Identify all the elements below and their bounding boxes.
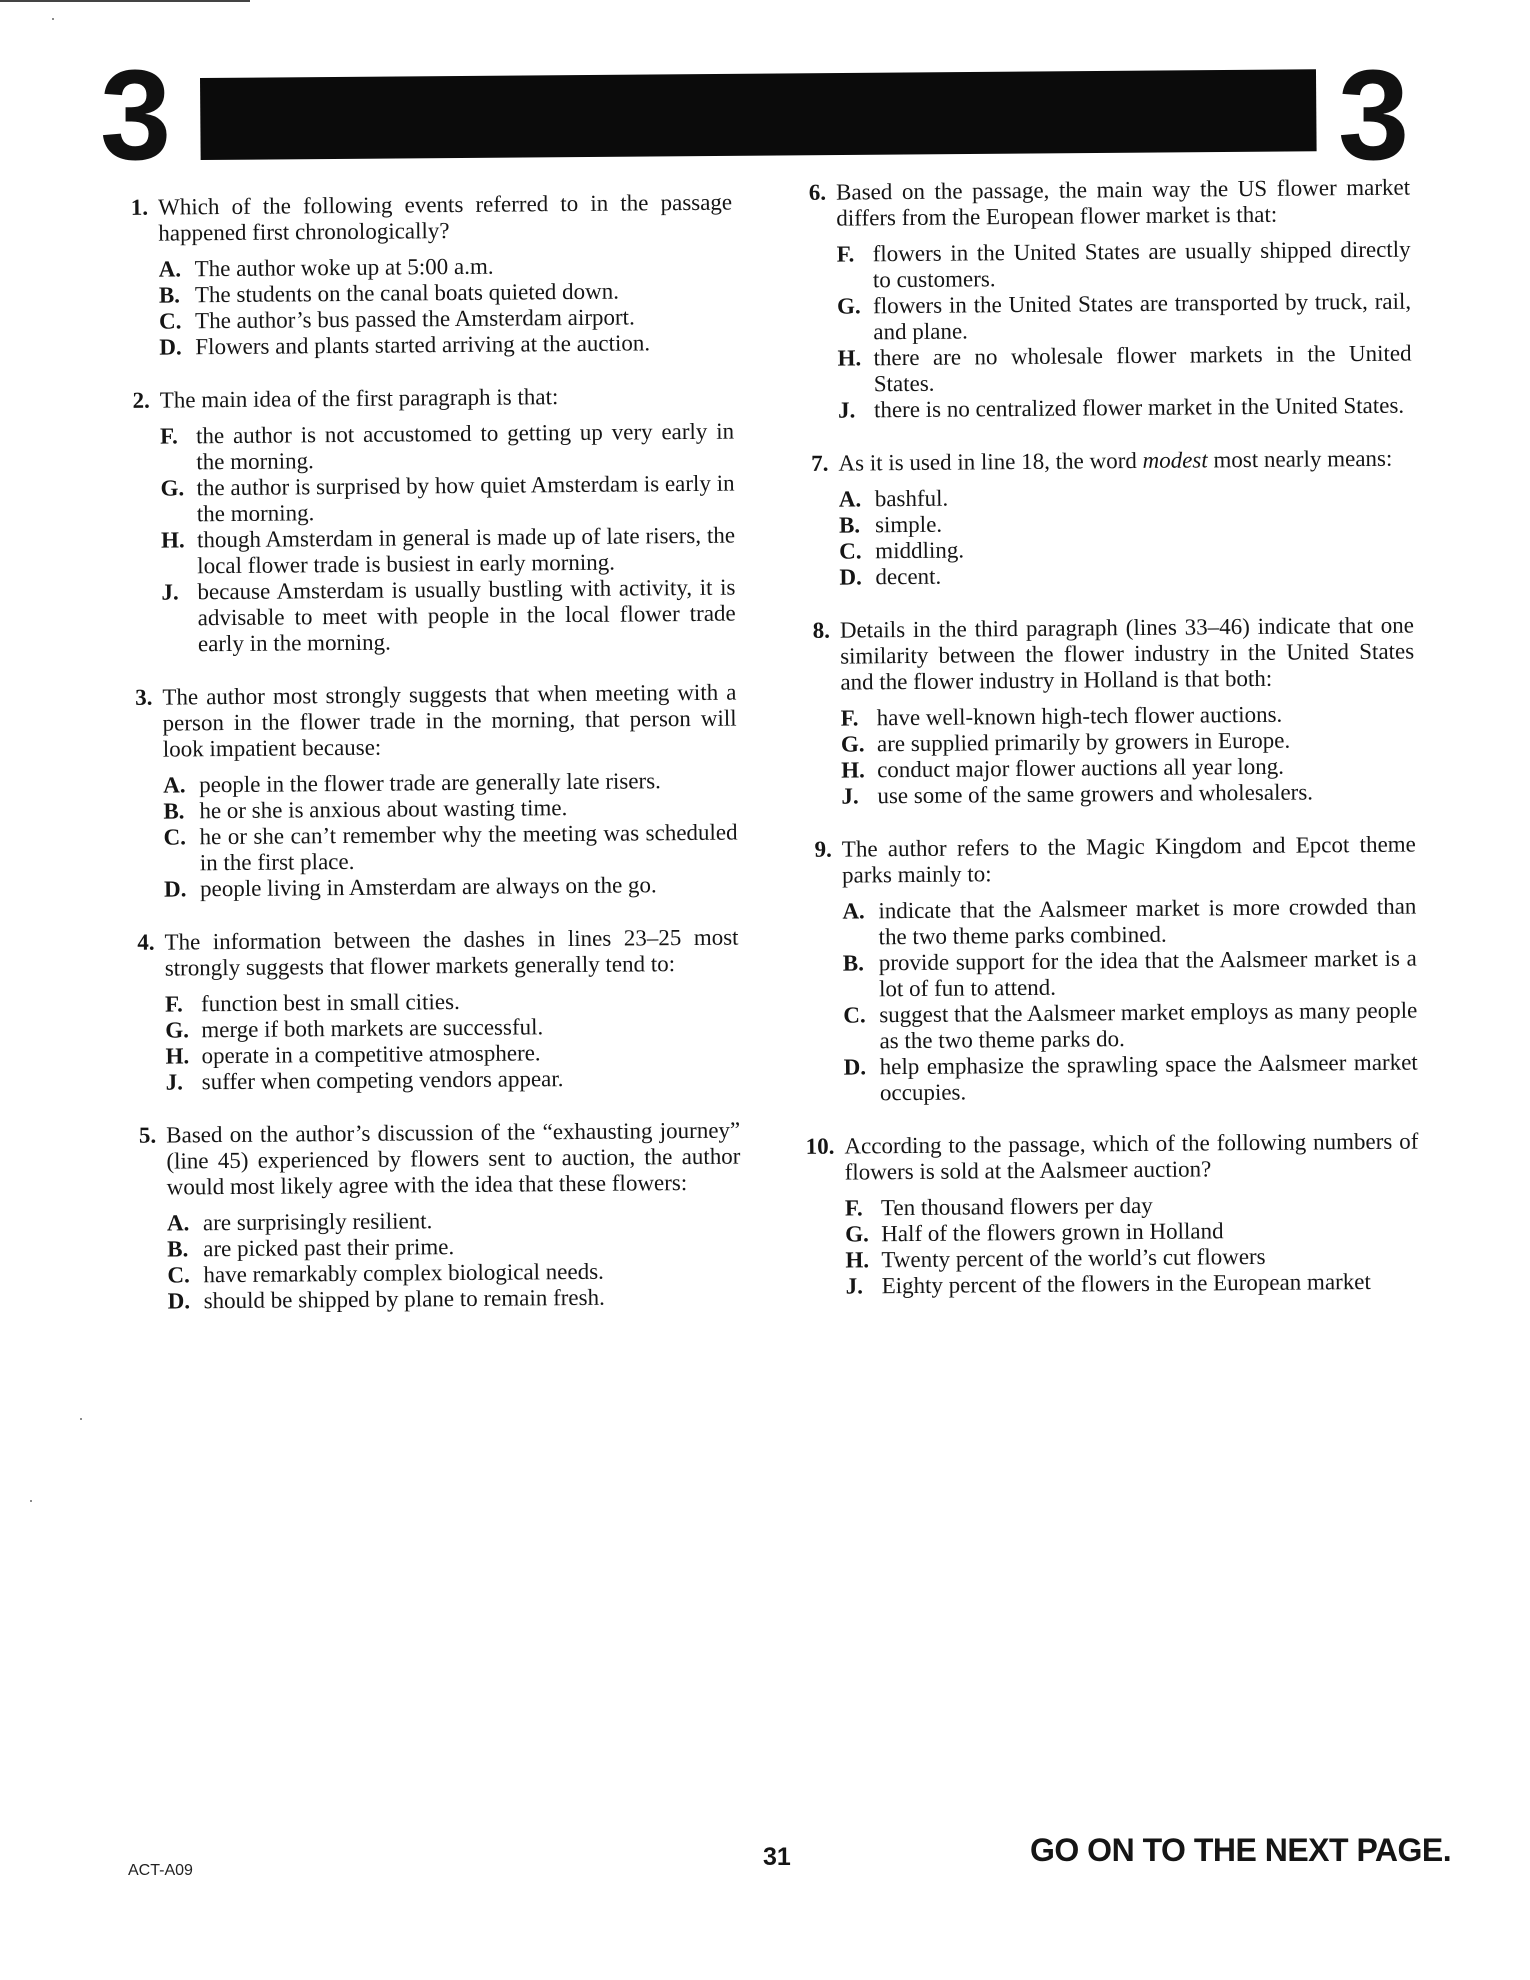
choice-text: The author woke up at 5:00 a.m. xyxy=(194,253,494,282)
question-stem-end: most nearly means: xyxy=(1207,445,1393,473)
question-number: 2. xyxy=(132,387,150,413)
choice-text: middling. xyxy=(875,537,965,564)
answer-choices xyxy=(796,894,1418,1107)
choice-letter: F. xyxy=(159,423,178,449)
question-number: 6. xyxy=(808,179,827,205)
question-number: 1. xyxy=(130,194,149,220)
answer-choice[interactable] xyxy=(832,894,1416,951)
left-question-column xyxy=(112,190,742,1342)
choice-text: have well-known high-tech flower auctions. xyxy=(876,701,1283,731)
question-number: 7. xyxy=(811,450,829,476)
choice-text: flowers in the United States are transported by truck, rail, and plane. xyxy=(872,288,1412,345)
answer-choice[interactable] xyxy=(158,1284,742,1315)
question-10 xyxy=(798,1129,1419,1300)
choice-text: he or she can’t remember why the meeting was scheduled in the first place. xyxy=(199,819,738,876)
question-number: 9. xyxy=(814,836,832,862)
choice-letter: A. xyxy=(842,898,865,924)
choice-letter: J. xyxy=(841,783,859,809)
choice-text: The students on the canal boats quieted down. xyxy=(194,278,620,308)
scan-speck xyxy=(52,18,54,20)
answer-choice[interactable] xyxy=(831,779,1415,810)
choice-text: should be shipped by plane to remain fresh. xyxy=(203,1284,605,1314)
answer-choice[interactable] xyxy=(834,1050,1418,1107)
choice-text: though Amsterdam in general is made up of late risers, the local flower trade is busiest in early morning. xyxy=(196,522,736,579)
answer-choice[interactable] xyxy=(836,1269,1420,1300)
choice-letter: H. xyxy=(160,527,185,553)
question-stem: The information between the dashes in lines 23–25 most strongly suggests that flower markets generally tend to: xyxy=(164,924,739,981)
choice-text: Twenty percent of the world’s cut flowers xyxy=(881,1243,1266,1273)
answer-choice[interactable] xyxy=(149,330,733,361)
choice-letter: H. xyxy=(845,1247,870,1273)
choice-letter: G. xyxy=(165,1017,190,1043)
choice-text: simple. xyxy=(874,511,943,538)
choice-text: indicate that the Aalsmeer market is more crowded than the two theme parks combined. xyxy=(878,893,1417,950)
question-2 xyxy=(114,383,736,658)
choice-letter: C. xyxy=(163,824,187,850)
choice-text: Ten thousand flowers per day xyxy=(880,1192,1153,1221)
choice-text: operate in a competitive atmosphere. xyxy=(201,1040,541,1069)
choice-letter: G. xyxy=(836,293,861,319)
question-stem: The author most strongly suggests that when meeting with a person in the flower trade in the morning, that person will look impatient because: xyxy=(162,679,737,762)
choice-letter: H. xyxy=(165,1043,190,1069)
choice-text: are supplied primarily by growers in Europe. xyxy=(876,727,1291,757)
answer-choices xyxy=(119,987,740,1096)
question-9 xyxy=(796,832,1418,1107)
question-1 xyxy=(112,190,733,361)
question-8 xyxy=(794,613,1416,810)
question-3 xyxy=(116,680,738,903)
answer-choice[interactable] xyxy=(833,998,1417,1055)
choice-letter: H. xyxy=(841,757,865,783)
question-stem: Based on the passage, the main way the US flower market differs from the European flower market is that: xyxy=(835,174,1411,231)
question-5 xyxy=(120,1118,742,1315)
question-7 xyxy=(792,446,1413,591)
right-question-column xyxy=(790,175,1420,1327)
choice-text: conduct major flower auctions all year long. xyxy=(877,753,1285,783)
answer-choices xyxy=(117,768,738,903)
choice-letter: B. xyxy=(838,512,861,538)
choice-letter: G. xyxy=(845,1221,869,1247)
answer-choice[interactable] xyxy=(150,419,734,476)
choice-letter: D. xyxy=(839,564,862,590)
choice-text: the author is not accustomed to getting up very early in the morning. xyxy=(195,418,735,475)
answer-choice[interactable] xyxy=(827,237,1411,294)
scan-speck xyxy=(80,1418,82,1420)
choice-text: Flowers and plants started arriving at the auction. xyxy=(195,330,651,360)
choice-letter: A. xyxy=(163,772,186,798)
choice-text: Eighty percent of the flowers in the European market xyxy=(881,1268,1371,1299)
choice-letter: F. xyxy=(840,705,859,731)
choice-text: suffer when competing vendors appear. xyxy=(201,1066,564,1095)
choice-letter: C. xyxy=(158,308,182,334)
choice-text: bashful. xyxy=(874,485,949,512)
question-number: 5. xyxy=(138,1122,157,1148)
emphasized-word: modest xyxy=(1142,447,1208,473)
choice-letter: B. xyxy=(167,1236,189,1262)
choice-letter: D. xyxy=(167,1288,191,1314)
choice-text: help emphasize the sprawling space the Aalsmeer market occupies. xyxy=(879,1049,1418,1106)
choice-text: flowers in the United States are usually shipped directly to customers. xyxy=(872,236,1411,293)
choice-letter: B. xyxy=(163,798,185,824)
choice-text: suggest that the Aalsmeer market employs as many people as the two theme parks do. xyxy=(879,997,1418,1054)
question-4 xyxy=(118,925,739,1096)
question-stem: Based on the author’s discussion of the “exhausting journey” (line 45) experienced by flowers sent to auction, the author would most likely agree with the idea that these flowers: xyxy=(166,1117,741,1200)
choice-text: there are no wholesale flower markets in the United States. xyxy=(873,340,1412,397)
choice-letter: F. xyxy=(164,991,183,1017)
answer-choice[interactable] xyxy=(153,820,737,877)
choice-text: The author’s bus passed the Amsterdam airport. xyxy=(194,304,635,334)
question-stem: Which of the following events referred to in the passage happened first chronologically? xyxy=(157,189,733,246)
choice-text: have remarkably complex biological needs. xyxy=(203,1258,604,1288)
choice-text: there is no centralized flower market in the United States. xyxy=(873,392,1405,423)
choice-letter: J. xyxy=(837,397,856,423)
choice-text: are surprisingly resilient. xyxy=(202,1208,433,1236)
answer-choice[interactable] xyxy=(151,523,735,580)
choice-text: use some of the same growers and wholesalers. xyxy=(877,779,1314,809)
answer-choice[interactable] xyxy=(829,560,1413,591)
choice-letter: B. xyxy=(158,282,181,308)
answer-choice[interactable] xyxy=(154,872,738,903)
choice-text: people living in Amsterdam are always on the go. xyxy=(199,872,657,902)
choice-letter: A. xyxy=(158,256,182,282)
answer-choices xyxy=(793,482,1414,591)
question-number: 4. xyxy=(137,929,155,955)
question-number: 10. xyxy=(805,1133,835,1159)
answer-choices xyxy=(799,1191,1420,1300)
answer-choices xyxy=(121,1206,742,1315)
question-stem: The main idea of the first paragraph is that: xyxy=(159,384,559,413)
section-number-right: 3 xyxy=(1338,44,1410,187)
question-stem: Details in the third paragraph (lines 33–46) indicate that one similarity between the flower industry in the United States and the flower industry in Holland is that both: xyxy=(839,612,1415,695)
answer-choice[interactable] xyxy=(827,341,1411,398)
choice-text: people in the flower trade are generally late risers. xyxy=(199,768,661,798)
question-number: 3. xyxy=(135,684,153,710)
question-stem: According to the passage, which of the following numbers of flowers is sold at the Aalsmeer auction? xyxy=(844,1128,1419,1185)
question-stem: The author refers to the Magic Kingdom and Epcot theme parks mainly to: xyxy=(841,831,1416,888)
choice-letter: B. xyxy=(842,950,865,976)
question-stem-start: As it is used in line 18, the word xyxy=(838,447,1143,476)
choice-text: merge if both markets are successful. xyxy=(201,1014,544,1043)
choice-letter: G. xyxy=(160,475,185,501)
choice-text: he or she is anxious about wasting time. xyxy=(199,795,568,824)
answer-choice[interactable] xyxy=(827,289,1411,346)
page-number: 31 xyxy=(763,1843,791,1871)
choice-letter: J. xyxy=(845,1273,864,1299)
choice-letter: D. xyxy=(843,1054,867,1080)
question-6 xyxy=(790,175,1412,424)
answer-choice[interactable] xyxy=(833,946,1417,1003)
answer-choices xyxy=(114,419,736,658)
choice-letter: J. xyxy=(165,1069,184,1095)
choice-letter: A. xyxy=(166,1210,190,1236)
choice-text: decent. xyxy=(875,563,942,590)
answer-choice[interactable] xyxy=(828,393,1412,424)
choice-text: function best in small cities. xyxy=(200,988,460,1017)
question-stem xyxy=(838,446,1412,477)
choice-text: provide support for the idea that the Aalsmeer market is a lot of fun to attend. xyxy=(878,945,1417,1002)
question-number: 8. xyxy=(812,617,831,643)
top-edge-rule xyxy=(0,0,250,2)
go-on-instruction: GO ON TO THE NEXT PAGE. xyxy=(1030,1832,1452,1868)
choice-text: because Amsterdam is usually bustling with activity, it is advisable to meet with people in the local flower trade early in the morning. xyxy=(197,574,736,657)
choice-letter: H. xyxy=(837,345,862,371)
choice-letter: D. xyxy=(163,876,187,902)
choice-letter: C. xyxy=(843,1002,866,1028)
choice-text: the author is surprised by how quiet Amsterdam is early in the morning. xyxy=(196,470,735,527)
choice-letter: C. xyxy=(167,1262,190,1288)
choice-letter: F. xyxy=(844,1195,863,1221)
answer-choices xyxy=(795,701,1416,810)
answer-choice[interactable] xyxy=(156,1065,740,1096)
choice-letter: G. xyxy=(840,731,865,757)
answer-choices xyxy=(791,237,1413,424)
choice-letter: D. xyxy=(159,334,182,360)
section-number-left: 3 xyxy=(100,44,172,187)
choice-letter: F. xyxy=(836,241,855,267)
choice-letter: J. xyxy=(161,579,179,605)
answer-choices xyxy=(113,252,734,361)
choice-letter: C. xyxy=(839,538,862,564)
choice-letter: A. xyxy=(838,486,862,512)
section-header-bar xyxy=(200,69,1317,160)
scan-speck xyxy=(30,1500,32,1502)
answer-choice[interactable] xyxy=(150,471,734,528)
answer-choice[interactable] xyxy=(151,575,736,658)
choice-text: are picked past their prime. xyxy=(203,1234,455,1262)
form-code: ACT-A09 xyxy=(128,1862,193,1879)
choice-text: Half of the flowers grown in Holland xyxy=(881,1218,1224,1247)
